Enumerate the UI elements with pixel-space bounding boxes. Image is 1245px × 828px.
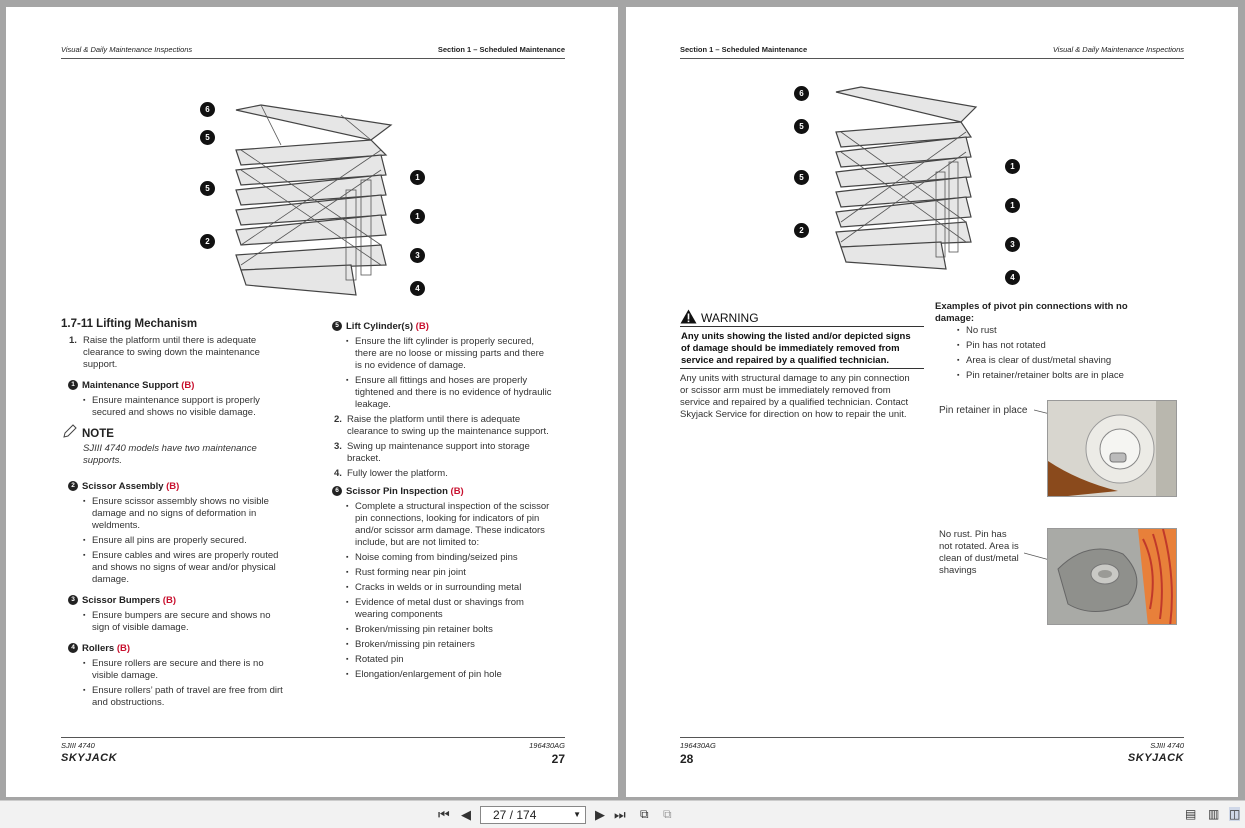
step-2-text: Raise the platform until there is adequate clearance to swing up the maintenance support. — [347, 414, 549, 437]
warning-label: WARNING — [701, 311, 759, 325]
page-display: 27 / 174 — [493, 808, 537, 822]
page-header-right: Section 1 – Scheduled Maintenance — [437, 45, 565, 54]
header-rule — [680, 58, 1184, 59]
bullet-item: ▪ Pin retainer/retainer bolts are in place — [957, 370, 1124, 382]
note-label: NOTE — [82, 428, 114, 440]
bullet-item: ▪ Ensure all pins are properly secured. — [83, 535, 247, 547]
callout-1: 1 — [410, 170, 425, 185]
continuous-view-icon[interactable]: ▥ — [1208, 807, 1220, 821]
callout-4: 4 — [410, 281, 425, 296]
callout-1: 1 — [410, 209, 425, 224]
callout-2: 2 — [200, 234, 215, 249]
callout-2: 2 — [794, 223, 809, 238]
callout-5: 5 — [200, 181, 215, 196]
bullet-item: ▪ Noise coming from binding/seized pins — [346, 552, 518, 564]
bullet-item: ▪ Ensure maintenance support is properly secured and shows no visible damage. — [83, 395, 260, 419]
note-pencil-icon — [62, 423, 78, 439]
bullet-item: ▪ Complete a structural inspection of the scissor pin connections, looking for indicators of pin and/or scissor arm damage. These indicators include, but are not limited to: — [346, 501, 549, 549]
pivot-pin-photo — [1047, 528, 1177, 625]
pin-retainer-photo — [1047, 400, 1177, 497]
last-page-icon[interactable]: ⏭ — [614, 807, 626, 822]
chevron-down-icon: ▼ — [573, 810, 581, 819]
photo-2-label: No rust. Pin has not rotated. Area is clean of dust/metal shavings — [939, 529, 1019, 576]
page-number: 27 — [551, 752, 565, 766]
first-page-icon[interactable]: ⏮ — [438, 807, 450, 822]
single-page-view-icon[interactable]: ▤ — [1185, 807, 1197, 821]
next-page-icon[interactable]: ▶ — [595, 807, 605, 822]
bullet-item: ▪ Rust forming near pin joint — [346, 567, 466, 579]
warning-rule — [680, 368, 924, 369]
callout-1: 1 — [1005, 159, 1020, 174]
footer-doc-number: 196430AG — [680, 741, 716, 750]
bullet-item: ▪ Broken/missing pin retainer bolts — [346, 624, 493, 636]
bullet-item: ▪ Ensure the lift cylinder is properly secured, there are no loose or missing parts and there is no evidence of damage. — [346, 336, 544, 372]
bullet-item: ▪ Cracks in welds or in surrounding metal — [346, 582, 521, 594]
warning-triangle-icon — [680, 309, 697, 324]
bullet-item: ▪ Evidence of metal dust or shavings from wearing components — [346, 597, 524, 621]
footer-rule — [61, 737, 565, 738]
warning-bold-text: Any units showing the listed and/or depicted signs of damage should be immediately removed from service and repaired by a qualified technician. — [681, 331, 911, 366]
pin-inspection-heading: 6 Scissor Pin Inspection (B) — [332, 486, 464, 498]
warning-text: Any units with structural damage to any pin connection or scissor arm must be immediately removed from service and repaired by a qualified technician. Contact Skyjack Service for direction on how to repair the unit. — [680, 373, 910, 420]
lift-cylinders-heading: 5 Lift Cylinder(s) (B) — [332, 321, 429, 333]
callout-3: 3 — [410, 248, 425, 263]
bullet-item: ▪ Broken/missing pin retainers — [346, 639, 475, 651]
page-header-right: Visual & Daily Maintenance Inspections — [1052, 45, 1184, 54]
page-number: 28 — [680, 752, 694, 766]
footer-model: SJIII 4740 — [61, 741, 95, 750]
scissor-assembly-heading: 2 Scissor Assembly (B) — [68, 481, 179, 493]
viewer-toolbar — [0, 800, 1245, 828]
bullet-item: ▪ Ensure rollers’ path of travel are free from dirt and obstructions. — [83, 685, 283, 709]
right-page — [626, 7, 1238, 797]
bullet-item: ▪ Ensure rollers are secure and there is no visible damage. — [83, 658, 264, 682]
bullet-item: ▪ Rotated pin — [346, 654, 404, 666]
copy-icon[interactable]: ⧉ — [663, 807, 672, 821]
callout-1: 1 — [1005, 198, 1020, 213]
callout-5: 5 — [794, 170, 809, 185]
step-1-text: Raise the platform until there is adequate clearance to swing down the maintenance support. — [83, 335, 260, 370]
export-icon[interactable]: ⧉ — [640, 807, 649, 821]
left-page — [6, 7, 618, 797]
scissor-lift-illustration — [821, 77, 1001, 277]
step-number: 4. — [334, 468, 342, 479]
note-text: SJIII 4740 models have two maintenance supports. — [83, 443, 257, 466]
scissor-lift-illustration — [221, 95, 421, 305]
step-number: 1. — [69, 335, 77, 346]
callout-5: 5 — [794, 119, 809, 134]
footer-model: SJIII 4740 — [1150, 741, 1184, 750]
step-4-text: Fully lower the platform. — [347, 468, 448, 479]
prev-page-icon[interactable]: ◀ — [461, 807, 471, 822]
scissor-bumpers-heading: 3 Scissor Bumpers (B) — [68, 595, 176, 607]
callout-6: 6 — [794, 86, 809, 101]
warning-rule — [680, 326, 924, 327]
callout-5: 5 — [200, 130, 215, 145]
step-number: 2. — [334, 414, 342, 425]
bullet-item: ▪ No rust — [957, 325, 997, 337]
bullet-item: ▪ Ensure cables and wires are properly routed and shows no signs of wear and/or physical damage. — [83, 550, 278, 586]
page-selector[interactable] — [480, 806, 586, 824]
page-header-left: Section 1 – Scheduled Maintenance — [680, 45, 808, 54]
step-number: 3. — [334, 441, 342, 452]
bullet-item: ▪ Ensure bumpers are secure and shows no sign of visible damage. — [83, 610, 271, 634]
photo-1-label: Pin retainer in place — [939, 405, 1028, 416]
bullet-item: ▪ Pin has not rotated — [957, 340, 1046, 352]
header-rule — [61, 58, 565, 59]
bullet-item: ▪ Ensure scissor assembly shows no visible damage and no signs of deformation in weldments. — [83, 496, 269, 532]
page-header-left: Visual & Daily Maintenance Inspections — [61, 45, 193, 54]
footer-rule — [680, 737, 1184, 738]
footer-doc-number: 196430AG — [529, 741, 565, 750]
rollers-heading: 4 Rollers (B) — [68, 643, 130, 655]
bullet-item: ▪ Elongation/enlargement of pin hole — [346, 669, 502, 681]
bullet-item: ▪ Area is clear of dust/metal shaving — [957, 355, 1111, 367]
skyjack-logo: SKYJACK — [61, 752, 118, 764]
step-3-text: Swing up maintenance support into storage bracket. — [347, 441, 530, 464]
examples-title: Examples of pivot pin connections with no damage: — [935, 301, 1128, 324]
skyjack-logo: SKYJACK — [1127, 752, 1184, 764]
callout-6: 6 — [200, 102, 215, 117]
section-title: 1.7-11 Lifting Mechanism — [61, 318, 198, 330]
callout-3: 3 — [1005, 237, 1020, 252]
maintenance-support-heading: 1 Maintenance Support (B) — [68, 380, 194, 392]
two-page-view-icon[interactable]: ◫ — [1229, 807, 1241, 821]
bullet-item: ▪ Ensure all fittings and hoses are properly tightened and there is no evidence of hydraulic leakage. — [346, 375, 551, 411]
callout-4: 4 — [1005, 270, 1020, 285]
